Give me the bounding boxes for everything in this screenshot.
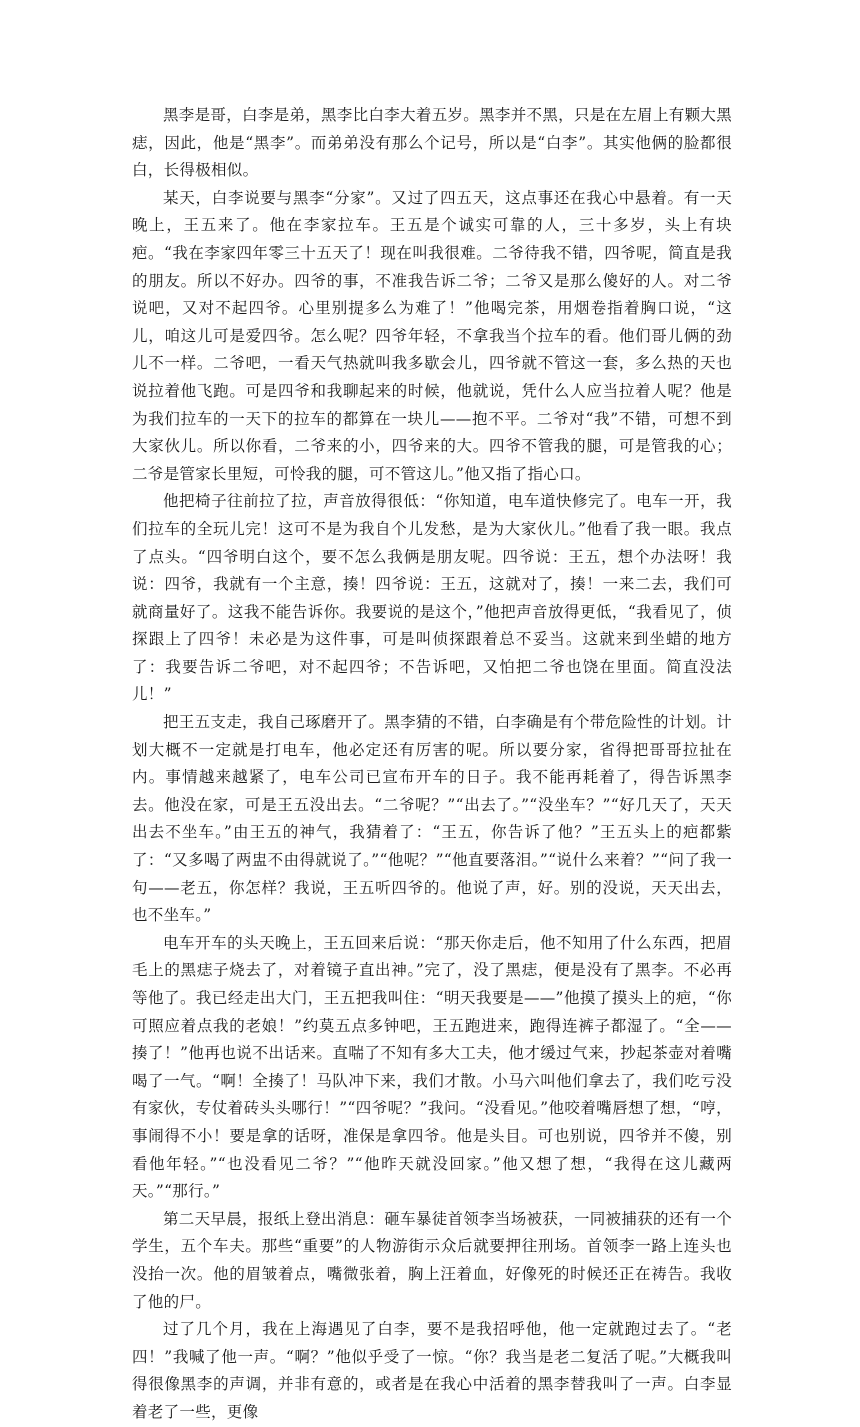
- paragraph-2: 某天，白李说要与黑李“分家”。又过了四五天，这点事还在我心中悬着。有一天晚上，王五来了。他在李家拉车。王五是个诚实可靠的人，三十多岁，头上有块疤。“我在李家四年零三十五天了！现在叫我很难。二爷待我不错，四爷呢，简直是我的朋友。所以不好办。四爷的事，不准我告诉二爷；二爷又是那么傻好的人。对二爷说吧，又对不起四爷。心里别提多么为难了！”他喝完茶，用烟卷指着胸口说，“这儿，咱这儿可是爱四爷。怎么呢？四爷年轻，不拿我当个拉车的看。他们哥儿俩的劲儿不一样。二爷吧，一看天气热就叫我多歇会儿，四爷就不管这一套，多么热的天也说拉着他飞跑。可是四爷和我聊起来的时候，他就说，凭什么人应当拉着人呢？他是为我们拉车的一天下的拉车的都算在一块儿——抱不平。二爷对“我”不错，可想不到大家伙儿。所以你看，二爷来的小，四爷来的大。四爷不管我的腿，可是管我的心；二爷是管家长里短，可怜我的腿，可不管这儿。”他又指了指心口。: [132, 188, 732, 483]
- paragraph-1: 黑李是哥，白李是弟，黑李比白李大着五岁。黑李并不黑，只是在左眉上有颗大黑痣，因此，他是“黑李”。而弟弟没有那么个记号，所以是“白李”。其实他俩的脸都很白，长得极相似。: [132, 106, 732, 180]
- paragraph-6: 第二天早晨，报纸上登出消息：砸车暴徒首领李当场被获，一同被捕获的还有一个学生，五个车夫。那些“重要”的人物游街示众后就要押往刑场。首领李一路上连头也没抬一次。他的眉皱着点，嘴微张着，胸上汪着血，好像死的时候还正在祷告。我收了他的尸。: [132, 1209, 732, 1311]
- paragraph-5: 电车开车的头天晚上，王五回来后说：“那天你走后，他不知用了什么东西，把眉毛上的黑痣子烧去了，对着镜子直出神。”完了，没了黑痣，便是没有了黑李。不必再等他了。我已经走出大门，王五把我叫住：“明天我要是——”他摸了摸头上的疤，“你可照应着点我的老娘！”约莫五点多钟吧，王五跑进来，跑得连裤子都湿了。“全——揍了！”他再也说不出话来。直喘了不知有多大工夫，他才缓过气来，抄起茶壶对着嘴喝了一气。“啊！全揍了！马队冲下来，我们才散。小马六叫他们拿去了，我们吃亏没有家伙，专仗着砖头头哪行！”“四爷呢？”我问。“没看见。”他咬着嘴唇想了想，“哼，事闹得不小！要是拿的话呀，准保是拿四爷。他是头目。可也别说，四爷并不傻，别看他年轻。”“也没看见二爷？”“他昨天就没回家。”他又想了想，“我得在这儿藏两天。”“那行。”: [132, 933, 732, 1201]
- story-text: [132, 102, 732, 1427]
- paragraph-7: 过了几个月，我在上海遇见了白李，要不是我招呼他，他一定就跑过去了。“老四！”我喊了他一声。“啊？”他似乎受了一惊。“你？我当是老二复活了呢。”大概我叫得很像黑李的声调，并非有意的，或者是在我心中活着的黑李替我叫了一声。白李显着老了一些，更像: [132, 1320, 732, 1421]
- paragraph-3: 他把椅子往前拉了拉，声音放得很低：“你知道，电车道快修完了。电车一开，我们拉车的全玩儿完！这可不是为我自个儿发愁，是为大家伙儿。”他看了我一眼。我点了点头。“四爷明白这个，要不怎么我俩是朋友呢。四爷说：王五，想个办法呀！我说：四爷，我就有一个主意，揍！四爷说：王五，这就对了，揍！一来二去，我们可就商量好了。这我不能告诉你。我要说的是这个，”他把声音放得更低，“我看见了，侦探跟上了四爷！未必是为这件事，可是叫侦探跟着总不妥当。这就来到坐蜡的地方了：我要告诉二爷吧，对不起四爷；不告诉吧，又怕把二爷也饶在里面。简直没法儿！”: [132, 492, 732, 704]
- paragraph-4: 把王五支走，我自己琢磨开了。黑李猜的不错，白李确是有个带危险性的计划。计划大概不一定就是打电车，他必定还有厉害的呢。所以要分家，省得把哥哥拉扯在内。事情越来越紧了，电车公司已宣布开车的日子。我不能再耗着了，得告诉黑李去。他没在家，可是王五没出去。“二爷呢？”“出去了。”“没坐车？”“好几天了，天天出去不坐车。”由王五的神气，我猜着了：“王五，你告诉了他？”王五头上的疤都紫了：“又多喝了两盅不由得就说了。”“他呢？”“他直要落泪。”“说什么来着？”“问了我一句——老五，你怎样？我说，王五听四爷的。他说了声，好。别的没说，天天出去，也不坐车。”: [132, 713, 732, 925]
